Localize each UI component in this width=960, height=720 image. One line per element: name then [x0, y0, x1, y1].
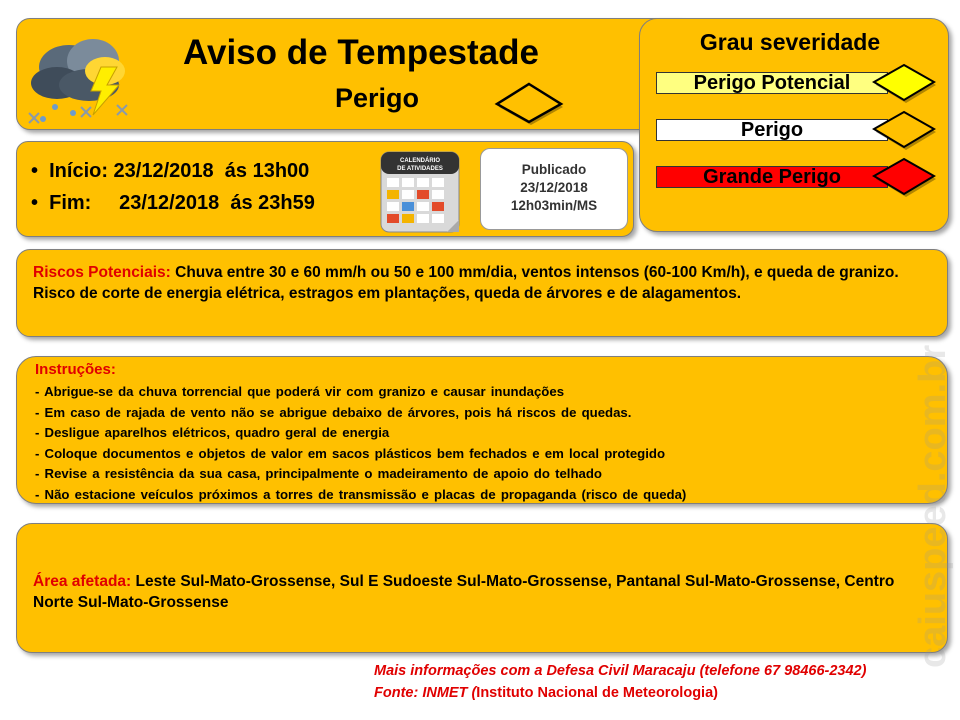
list-item: - Em caso de rajada de vento não se abrigue debaixo de árvores, pois há riscos de quedas. [35, 404, 632, 420]
severity-title: Grau severidade [699, 29, 881, 55]
list-item: - Revise a resistência da sua casa, principalmente o madeiramento de apoio do telhado [35, 466, 602, 481]
end-date: • Fim: 23/12/2018 ás 23h59 [31, 192, 315, 214]
affected-area-text [33, 571, 933, 613]
affected-area-panel [16, 523, 948, 653]
storm-cloud-icon [21, 27, 139, 140]
published-date: 23/12/2018 [520, 180, 588, 195]
instructions-list [35, 382, 686, 505]
severity-level-danger: Perigo [656, 119, 888, 141]
diamond-icon [493, 81, 569, 132]
published-time: 12h03min/MS [510, 198, 598, 213]
footer-source-prefix: Fonte: INMET ( [374, 685, 477, 701]
list-item: - Desligue aparelhos elétricos, quadro geral de energia [35, 425, 390, 440]
diamond-icon [872, 157, 940, 204]
svg-text:DE ATIVIDADES: DE ATIVIDADES [397, 166, 443, 172]
risks-description: Chuva entre 30 e 60 mm/h ou 50 e 100 mm/dia, ventos intensos (60-100 Km/h), e queda de granizo. Risco de corte de energia elétrica, estragos em plantações, queda de árvores e de alagamentos. [33, 264, 899, 302]
header-panel [16, 18, 690, 130]
list-item: - Não estacione veículos próximos a torres de transmissão e placas de propaganda (risco de queda) [35, 486, 687, 502]
diamond-icon [872, 110, 940, 157]
footer-source [374, 682, 866, 704]
list-item: - Coloque documentos e objetos de valor em sacos plásticos bem fechados e em local protegido [35, 445, 666, 461]
affected-area-label: Área afetada: [33, 573, 132, 590]
start-date: • Início: 23/12/2018 ás 13h00 [31, 160, 310, 182]
page-subtitle: Perigo [334, 83, 420, 113]
dates-panel [16, 141, 634, 237]
risks-panel [16, 249, 948, 337]
footer-source-name: Instituto Nacional de Meteorologia) [476, 685, 718, 701]
watermark: caiuspeed.com.br [912, 344, 954, 668]
severity-panel [639, 18, 949, 232]
page-title: Aviso de Tempestade [183, 33, 539, 72]
instructions-title: Instruções: [35, 361, 116, 378]
diamond-icon [872, 63, 940, 110]
published-label: Publicado [521, 162, 587, 177]
risks-text [33, 262, 933, 304]
risks-label: Riscos Potenciais: [33, 264, 171, 281]
published-badge [480, 148, 628, 230]
footer-contact: Mais informações com a Defesa Civil Maracaju (telefone 67 98466-2342) [374, 663, 867, 679]
affected-area-description: Leste Sul-Mato-Grossense, Sul E Sudoeste Sul-Mato-Grossense, Pantanal Sul-Mato-Grossense, Centro Norte Sul-Mato-Grossense [33, 573, 895, 611]
severity-level-great-danger: Grande Perigo [656, 166, 888, 188]
list-item: - Abrigue-se da chuva torrencial que poderá vir com granizo e causar inundações [35, 384, 565, 399]
svg-text:CALENDÁRIO: CALENDÁRIO [400, 158, 440, 164]
instructions-panel [16, 356, 948, 504]
calendar-icon [377, 146, 463, 239]
severity-level-potential: Perigo Potencial [656, 72, 888, 94]
footer [374, 660, 866, 704]
